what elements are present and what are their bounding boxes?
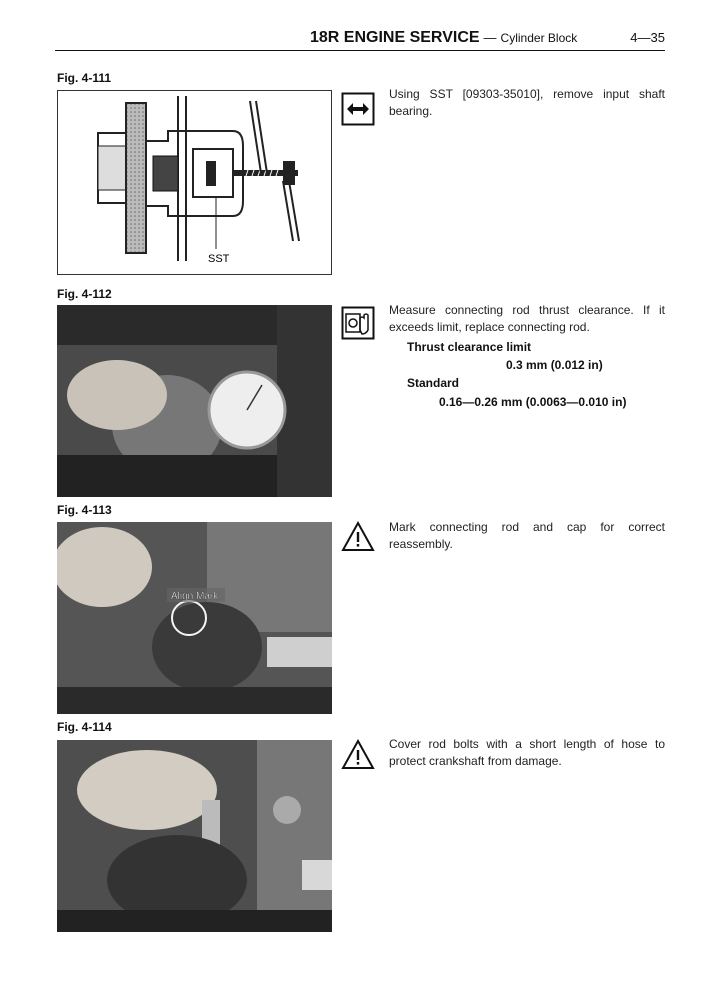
spec-standard-value: 0.16—0.26 mm (0.0063—0.010 in)	[439, 395, 627, 409]
step-text: Mark connecting rod and cap for correct reassembly.	[389, 520, 665, 551]
remove-arrows-icon	[341, 92, 375, 126]
title-dash: —	[483, 30, 497, 45]
page-title	[310, 29, 577, 47]
measure-hand-icon	[341, 306, 375, 340]
sst-callout: SST	[208, 253, 230, 265]
page-header	[55, 28, 665, 50]
step-text: Cover rod bolts with a short length of hose to protect crankshaft from damage.	[389, 737, 665, 768]
figure-label: Fig. 4-113	[57, 503, 112, 517]
figure-hose-cover-photo	[57, 740, 332, 932]
figure-label: Fig. 4-114	[57, 720, 112, 734]
warning-triangle-icon	[341, 738, 375, 772]
header-divider	[55, 50, 665, 51]
spec-limit-label: Thrust clearance limit	[407, 340, 532, 354]
spec-standard-label: Standard	[407, 376, 460, 390]
warning-triangle-icon	[341, 520, 375, 554]
figure-sst-diagram	[57, 90, 332, 275]
figure-label: Fig. 4-111	[57, 71, 112, 85]
step-text: Using SST [09303-35010], remove input shaft bearing.	[389, 87, 665, 118]
align-mark-callout: Align Mark	[171, 591, 219, 602]
step-text: Measure connecting rod thrust clearance. If it exceeds limit, replace connecting rod.	[389, 303, 665, 334]
section-subtitle: Cylinder Block	[500, 31, 578, 45]
section-title: 18R ENGINE SERVICE	[310, 29, 480, 46]
spec-limit-value: 0.3 mm (0.012 in)	[506, 358, 603, 372]
figure-label: Fig. 4-112	[57, 287, 112, 301]
figure-align-mark-photo	[57, 522, 332, 714]
page-number: 4—35	[630, 30, 665, 45]
figure-dial-gauge-photo	[57, 305, 332, 497]
